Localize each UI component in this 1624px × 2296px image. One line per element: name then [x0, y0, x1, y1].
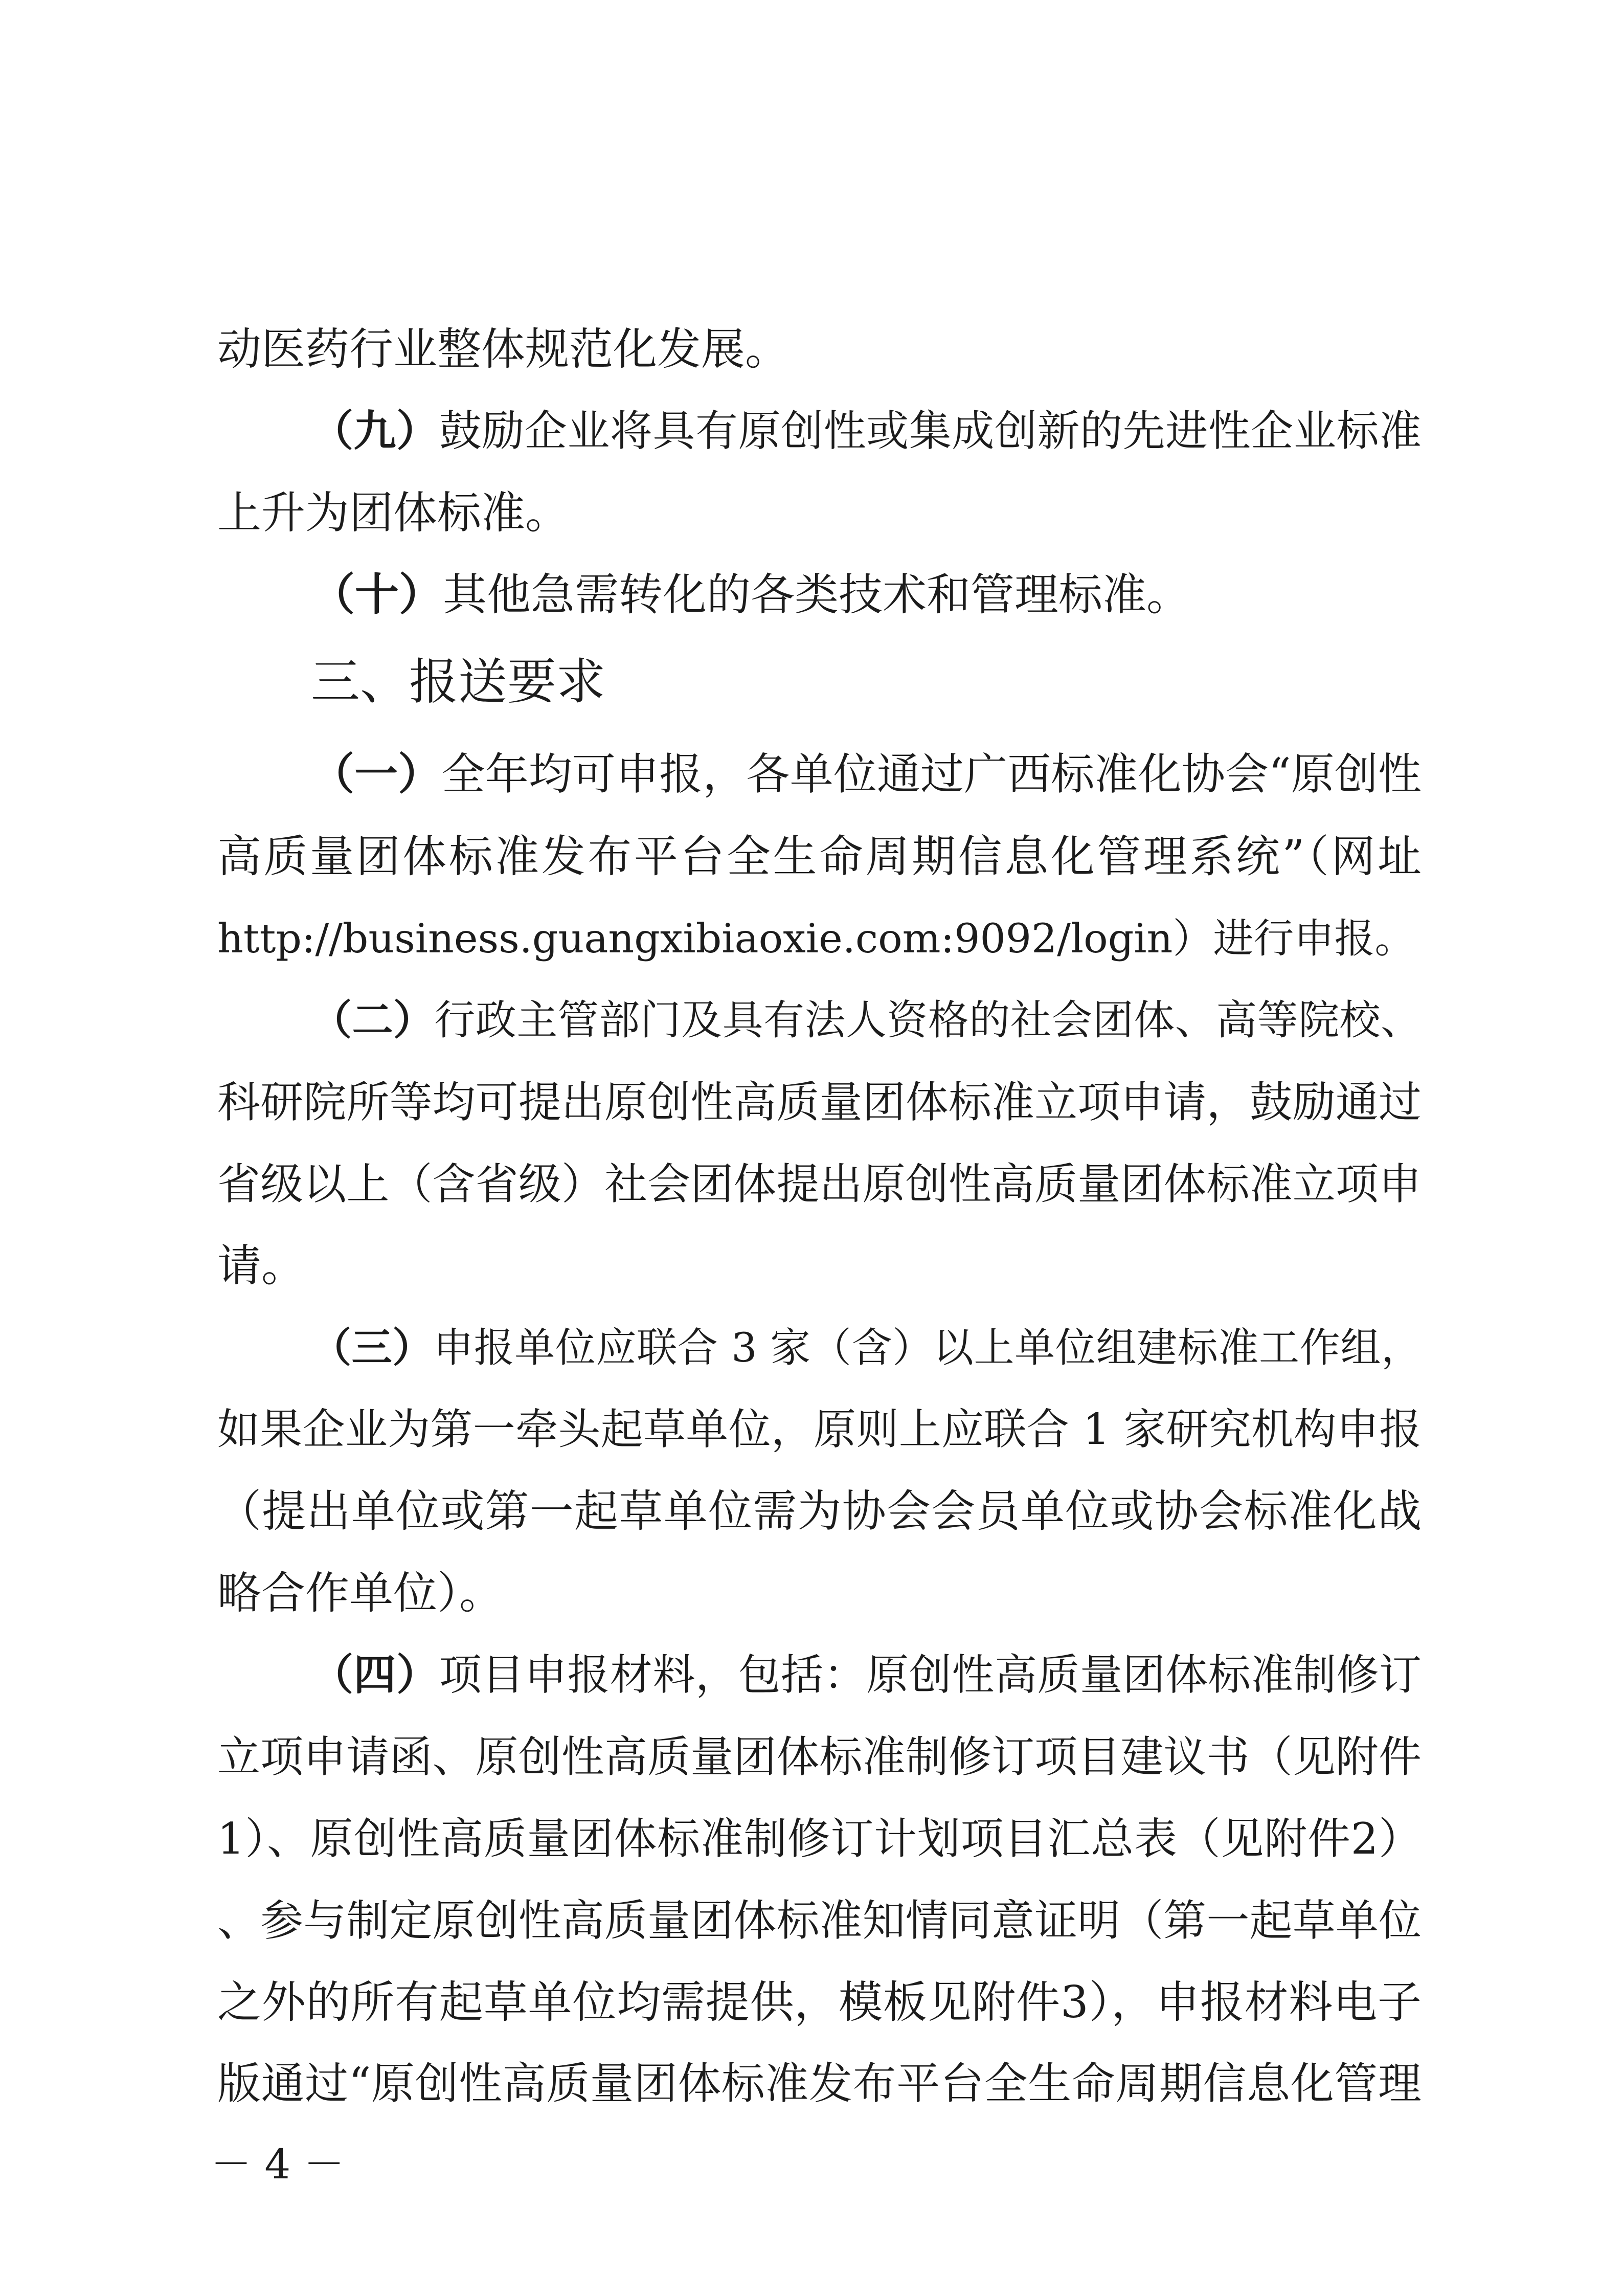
req-4-text-3: 1）、原创性高质量团体标准制修订计划项目汇总表（见附件2） [217, 1814, 1422, 1864]
req-1-lead: （一） [311, 749, 442, 800]
req-4-line-6 [217, 2046, 1422, 2123]
page-number: － 4 － [211, 2141, 345, 2188]
item-9-line-2 [217, 475, 1422, 551]
item-9-line-1 [311, 393, 1422, 470]
item-9-text-1: 鼓励企业将具有原创性或集成创新的先进性企业标准 [439, 406, 1422, 456]
req-4-text-6: 版通过“原创性高质量团体标准发布平台全生命周期信息化管理 [217, 2059, 1422, 2109]
item-10-text-1: 其他急需转化的各类技术和管理标准。 [443, 569, 1190, 620]
continuation-line-1 [217, 311, 1422, 388]
req-4-text-2: 立项申请函、原创性高质量团体标准制修订项目建议书（见附件 [217, 1732, 1422, 1782]
req-2-line-3 [217, 1146, 1422, 1222]
req-4-line-4 [217, 1882, 1422, 1959]
req-3-line-3 [217, 1473, 1422, 1550]
req-2-line-2 [217, 1064, 1422, 1141]
req-3-line-4 [217, 1555, 1422, 1632]
req-4-lead: （四） [311, 1650, 439, 1700]
req-3-line-1 [311, 1309, 1422, 1386]
req-1-line-1 [311, 737, 1422, 813]
req-3-lead: （三） [311, 1324, 433, 1371]
req-2-line-1 [311, 982, 1422, 1059]
req-4-text-4: 、参与制定原创性高质量团体标准知情同意证明（第一起草单位 [217, 1896, 1422, 1946]
item-10-line-1 [311, 556, 1422, 633]
item-9-text-2: 上升为团体标准。 [217, 487, 569, 539]
req-1-text-3: http://business.guangxibiaoxie.com:9092/login）进行申报。 [217, 915, 1415, 962]
req-3-text-1: 申报单位应联合 3 家（含）以上单位组建标准工作组， [433, 1324, 1422, 1371]
req-4-line-3 [217, 1800, 1422, 1877]
req-2-line-4 [217, 1228, 1422, 1304]
req-1-line-2 [217, 818, 1422, 895]
section-heading [311, 643, 1422, 720]
section-heading-text: 三、报送要求 [311, 653, 605, 710]
req-1-text-1: 全年均可申报，各单位通过广西标准化协会“原创性 [441, 749, 1422, 800]
req-2-text-2: 科研院所等均可提出原创性高质量团体标准立项申请，鼓励通过 [217, 1077, 1422, 1127]
req-3-line-2 [217, 1391, 1422, 1468]
req-1-text-2: 高质量团体标准发布平台全生命周期信息化管理系统”（网址 [217, 831, 1422, 882]
req-4-line-2 [217, 1719, 1422, 1795]
req-2-text-4: 请。 [217, 1240, 305, 1291]
req-2-lead: （二） [311, 996, 435, 1044]
req-4-text-1: 项目申报材料，包括：原创性高质量团体标准制修订 [439, 1650, 1422, 1700]
req-3-text-4: 略合作单位）。 [217, 1568, 503, 1619]
item-9-lead: （九） [311, 406, 439, 456]
req-4-line-5 [217, 1964, 1422, 2041]
item-10-lead: （十） [311, 569, 443, 620]
req-4-line-1 [311, 1637, 1422, 1713]
req-4-text-5: 之外的所有起草单位均需提供，模板见附件3），申报材料电子 [217, 1977, 1422, 2028]
continuation-text: 动医药行业整体规范化发展。 [217, 324, 789, 375]
req-2-text-3: 省级以上（含省级）社会团体提出原创性高质量团体标准立项申 [217, 1159, 1422, 1209]
req-1-line-3 [217, 900, 1422, 977]
req-3-text-2: 如果企业为第一牵头起草单位，原则上应联合 1 家研究机构申报 [217, 1405, 1422, 1454]
req-3-text-3: （提出单位或第一起草单位需为协会会员单位或协会标准化战 [217, 1486, 1422, 1537]
req-2-text-1: 行政主管部门及具有法人资格的社会团体、高等院校、 [434, 996, 1422, 1044]
